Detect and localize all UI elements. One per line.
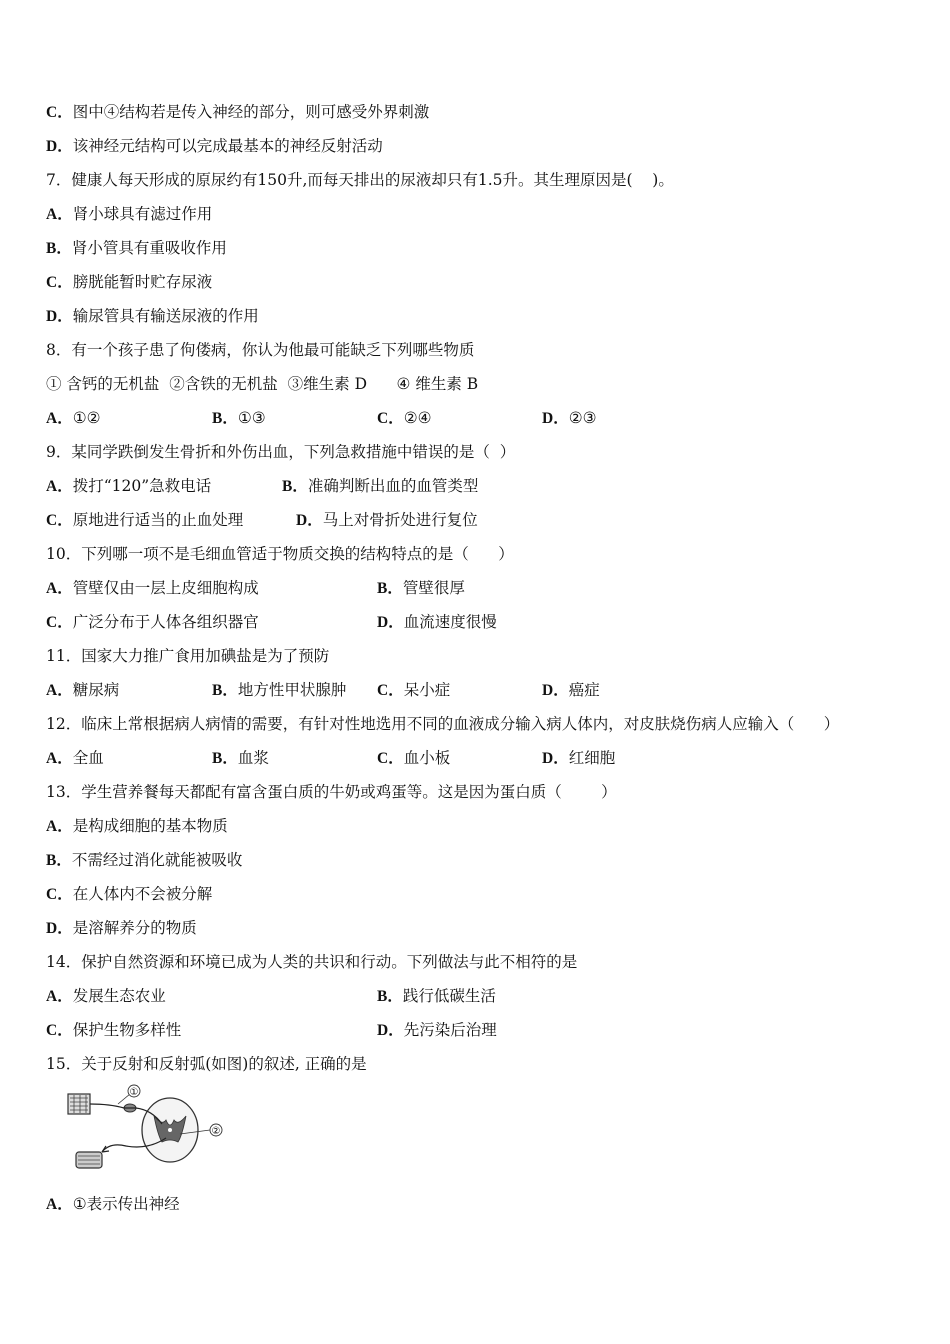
receptor-skin	[68, 1094, 90, 1114]
spinal-cord	[142, 1098, 198, 1162]
q8-substances: ① 含钙的无机盐 ②含铁的无机盐 ③维生素 D ④ 维生素 B	[46, 375, 479, 393]
q8-stem: 8．有一个孩子患了佝偻病，你认为他最可能缺乏下列哪些物质	[46, 341, 475, 359]
q7-stem: 7．健康人每天形成的原尿约有150升,而每天排出的尿液却只有1.5升。其生理原因是( )。	[46, 171, 674, 189]
q11-option-b: B．地方性甲状腺肿	[212, 681, 347, 699]
q6-option-c: C．图中④结构若是传入神经的部分，则可感受外界刺激	[46, 103, 430, 121]
q8-option-d: D．②③	[542, 409, 597, 427]
q11-option-d: D．癌症	[542, 681, 600, 699]
q14-option-b: B．践行低碳生活	[377, 987, 496, 1005]
q13-option-b: B．不需经过消化就能被吸收	[46, 851, 243, 869]
q11-option-c: C．呆小症	[377, 681, 451, 699]
q9-stem: 9．某同学跌倒发生骨折和外伤出血，下列急救措施中错误的是（ ）	[46, 443, 516, 461]
q13-option-d: D．是溶解养分的物质	[46, 919, 197, 937]
q9-option-b: B．准确判断出血的血管类型	[282, 477, 479, 495]
q10-option-b: B．管壁很厚	[377, 579, 465, 597]
q10-stem: 10．下列哪一项不是毛细血管适于物质交换的结构特点的是（ ）	[46, 545, 514, 563]
q13-option-a: A．是构成细胞的基本物质	[46, 817, 228, 835]
q12-option-c: C．血小板	[377, 749, 451, 767]
q14-option-c: C．保护生物多样性	[46, 1021, 182, 1039]
effector-muscle	[76, 1152, 102, 1168]
q13-option-c: C．在人体内不会被分解	[46, 885, 213, 903]
figure-label-1: ①	[129, 1087, 139, 1098]
q11-option-a: A．糖尿病	[46, 681, 120, 699]
q14-stem: 14．保护自然资源和环境已成为人类的共识和行动。下列做法与此不相符的是	[46, 953, 578, 971]
q8-option-a: A．①②	[46, 409, 101, 427]
q7-option-c: C．膀胱能暂时贮存尿液	[46, 273, 213, 291]
q14-option-a: A．发展生态农业	[46, 987, 166, 1005]
q7-option-a: A．肾小球具有滤过作用	[46, 205, 213, 223]
q12-option-d: D．红细胞	[542, 749, 616, 767]
q10-option-c: C．广泛分布于人体各组织器官	[46, 613, 259, 631]
q9-option-a: A．拨打“120”急救电话	[46, 477, 212, 495]
reflex-arc-figure	[62, 1080, 232, 1180]
q7-option-b: B．肾小管具有重吸收作用	[46, 239, 227, 257]
q10-option-a: A．管壁仅由一层上皮细胞构成	[46, 579, 259, 597]
q12-stem: 12．临床上常根据病人病情的需要，有针对性地选用不同的血液成分输入病人体内，对皮肤烧伤病人应输入（ ）	[46, 715, 840, 733]
q15-stem: 15．关于反射和反射弧(如图)的叙述, 正确的是	[46, 1055, 367, 1073]
q9-option-d: D．马上对骨折处进行复位	[296, 511, 478, 529]
q8-option-c: C．②④	[377, 409, 432, 427]
q9-option-c: C．原地进行适当的止血处理	[46, 511, 244, 529]
q14-option-d: D．先污染后治理	[377, 1021, 497, 1039]
q7-option-d: D．输尿管具有输送尿液的作用	[46, 307, 259, 325]
q15-option-a: A．①表示传出神经	[46, 1195, 180, 1213]
q13-stem: 13．学生营养餐每天都配有富含蛋白质的牛奶或鸡蛋等。这是因为蛋白质（ ）	[46, 783, 617, 801]
q10-option-d: D．血流速度很慢	[377, 613, 497, 631]
q8-option-b: B．①③	[212, 409, 266, 427]
q11-stem: 11．国家大力推广食用加碘盐是为了预防	[46, 647, 330, 665]
figure-label-2: ②	[211, 1126, 221, 1137]
q12-option-b: B．血浆	[212, 749, 269, 767]
q6-option-d: D．该神经元结构可以完成最基本的神经反射活动	[46, 137, 383, 155]
q12-option-a: A．全血	[46, 749, 104, 767]
